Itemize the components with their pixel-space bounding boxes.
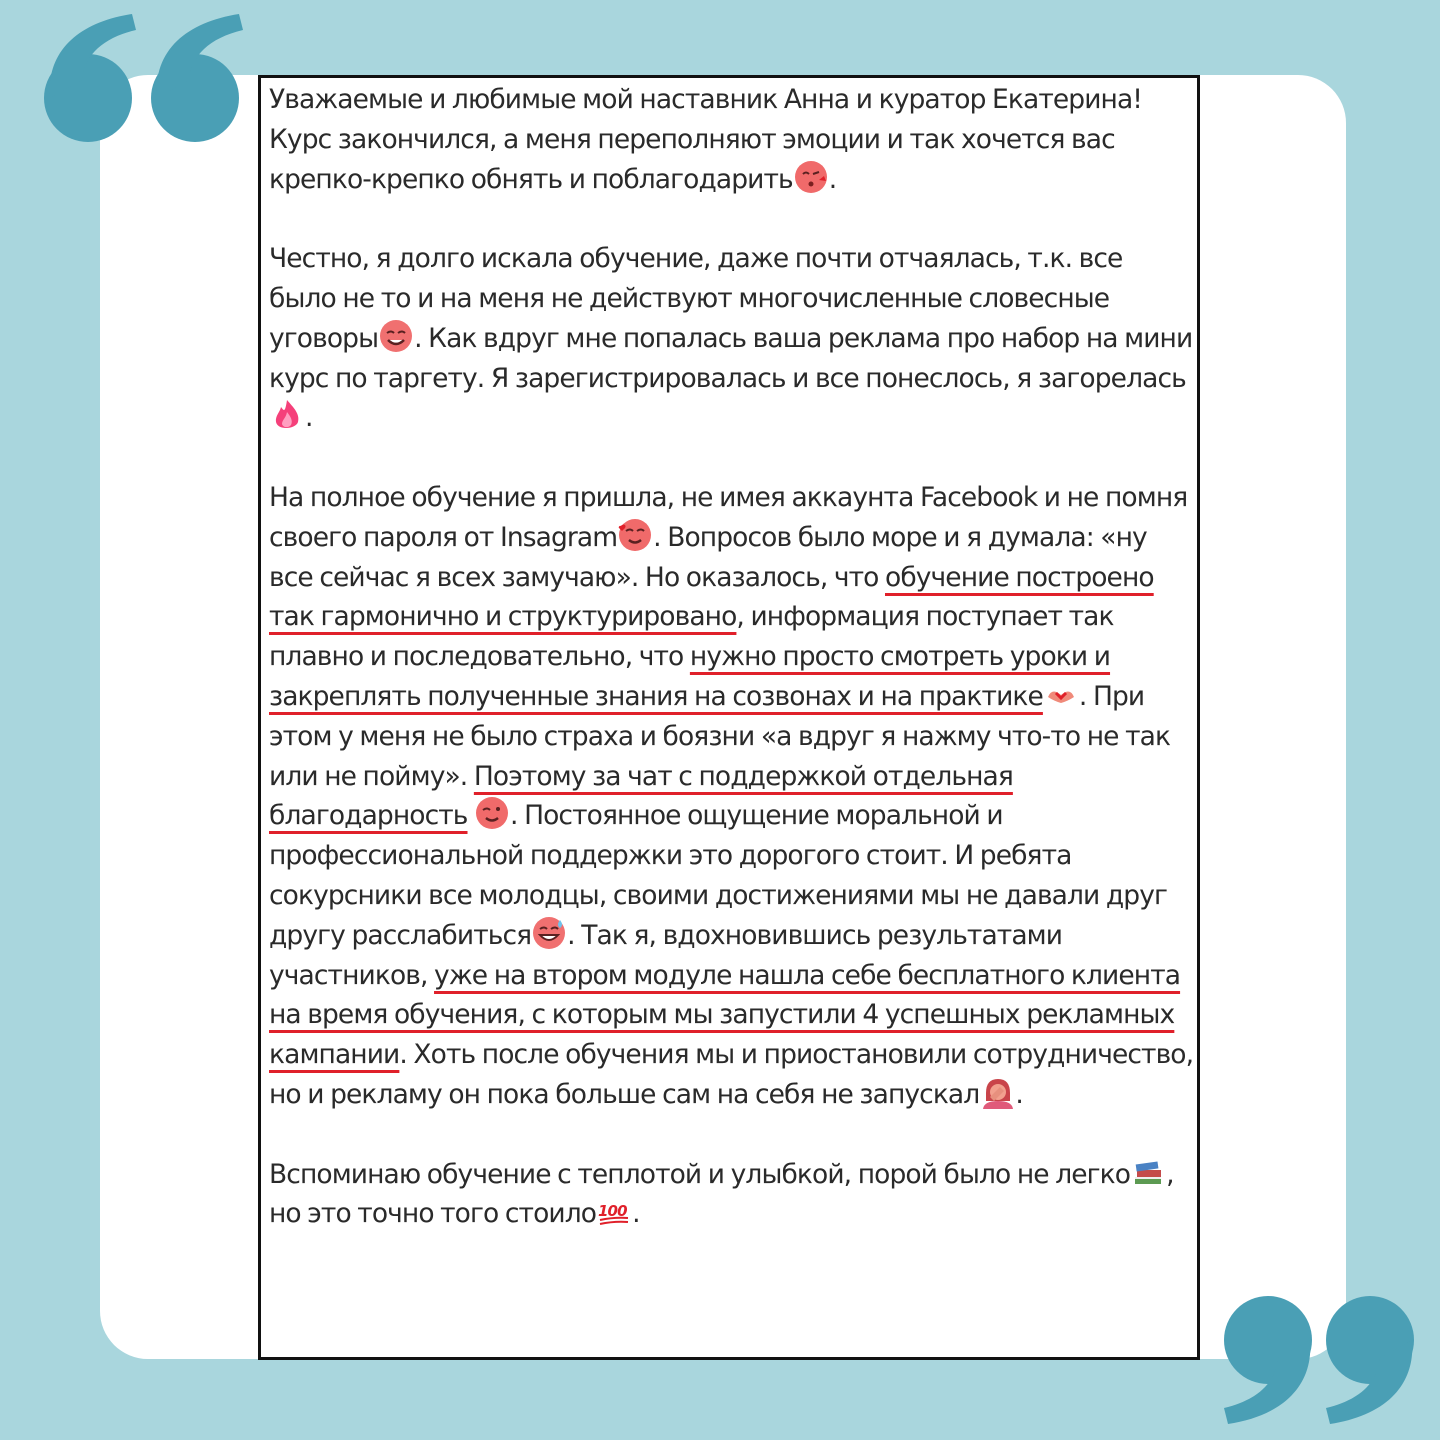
- underlined-phrase-4: уже на втором модуле нашла себе бесплатного клиента на время обучения, с которым мы запустили 4 успешных рекламных кампании: [269, 959, 1181, 1071]
- grinning-sweat-emoji: [532, 916, 566, 950]
- review-paragraph-4: Вспоминаю обучение с теплотой и улыбкой, порой было не легко , но это точно того стоило 100 .: [269, 1155, 1194, 1235]
- underlined-phrase-3: Поэтому за чат с поддержкой отдельная благодарность: [269, 760, 1013, 832]
- review-text: [269, 80, 1194, 1234]
- underlined-phrase-2: нужно просто смотреть уроки и закреплять полученные знания на созвонах и на практике: [269, 641, 1111, 712]
- review-paragraph-2: Честно, я долго искала обучение, даже почти отчаялась, т.к. все было не то и на меня не действуют многочисленные словесные уговоры . Как вдруг мне попалась ваша реклама про набор на мини курс по таргету. Я зарегистрировалась и все понеслось, я загорелась.: [269, 243, 1193, 434]
- winking-face-emoji: [475, 796, 509, 830]
- greeting-text: Уважаемые и любимые мой наставник Анна и куратор Екатерина!: [269, 84, 1143, 115]
- review-paragraph-3: На полное обучение я пришла, не имея аккаунта Facebook и не помня своего пароля от Insagram . Вопросов было море и я думала: «ну все сейчас я всех замучаю». Но оказалось, что обучение построено так гармонично и структурировано, информация поступает так плавно и последовательно, что нужно просто смотреть уроки и закреплять полученные знания на созвонах и на практике . При этом у меня не было страха и боязни «а вдруг я нажму что-то не так или не пойму». Поэтому за чат с поддержкой отдельная благодарность . Постоянное ощущение моральной и профессиональной поддержки это дорогого стоит. И ребята сокурсники все молодцы, своими достижениями мы не давали друг другу расслабиться . Так я, вдохновившись результатами участников, уже на втором модуле нашла себе бесплатного клиента на время обучения, с которым мы запустили 4 успешных рекламных кампании. Хоть после обучения мы и приостановили сотрудничество, но и рекламу он пока больше сам на себя не запускал .: [269, 481, 1194, 1110]
- kissing-face-emoji: [794, 160, 828, 194]
- fire-emoji: [270, 398, 304, 432]
- books-emoji: [1131, 1155, 1165, 1189]
- review-screenshot: [258, 75, 1200, 1360]
- hundred-points-emoji: [597, 1194, 631, 1228]
- heart-hands-emoji: [1044, 677, 1078, 711]
- person-facepalming-emoji: [980, 1075, 1014, 1109]
- underlined-phrase-1: обучение построено так гармонично и структурировано: [269, 561, 1154, 633]
- open-quote-icon: [40, 10, 250, 150]
- close-quote-icon: [1218, 1290, 1418, 1430]
- svg-text:100: 100: [598, 1202, 627, 1221]
- review-paragraph-1: Уважаемые и любимые мой наставник Анна и куратор Екатерина! Курс закончился, а меня переполняют эмоции и так хочется вас крепко-крепко обнять и поблагодарить .: [269, 84, 1143, 195]
- face-with-hearts-emoji: [618, 518, 652, 552]
- blushing-face-emoji: [379, 319, 413, 353]
